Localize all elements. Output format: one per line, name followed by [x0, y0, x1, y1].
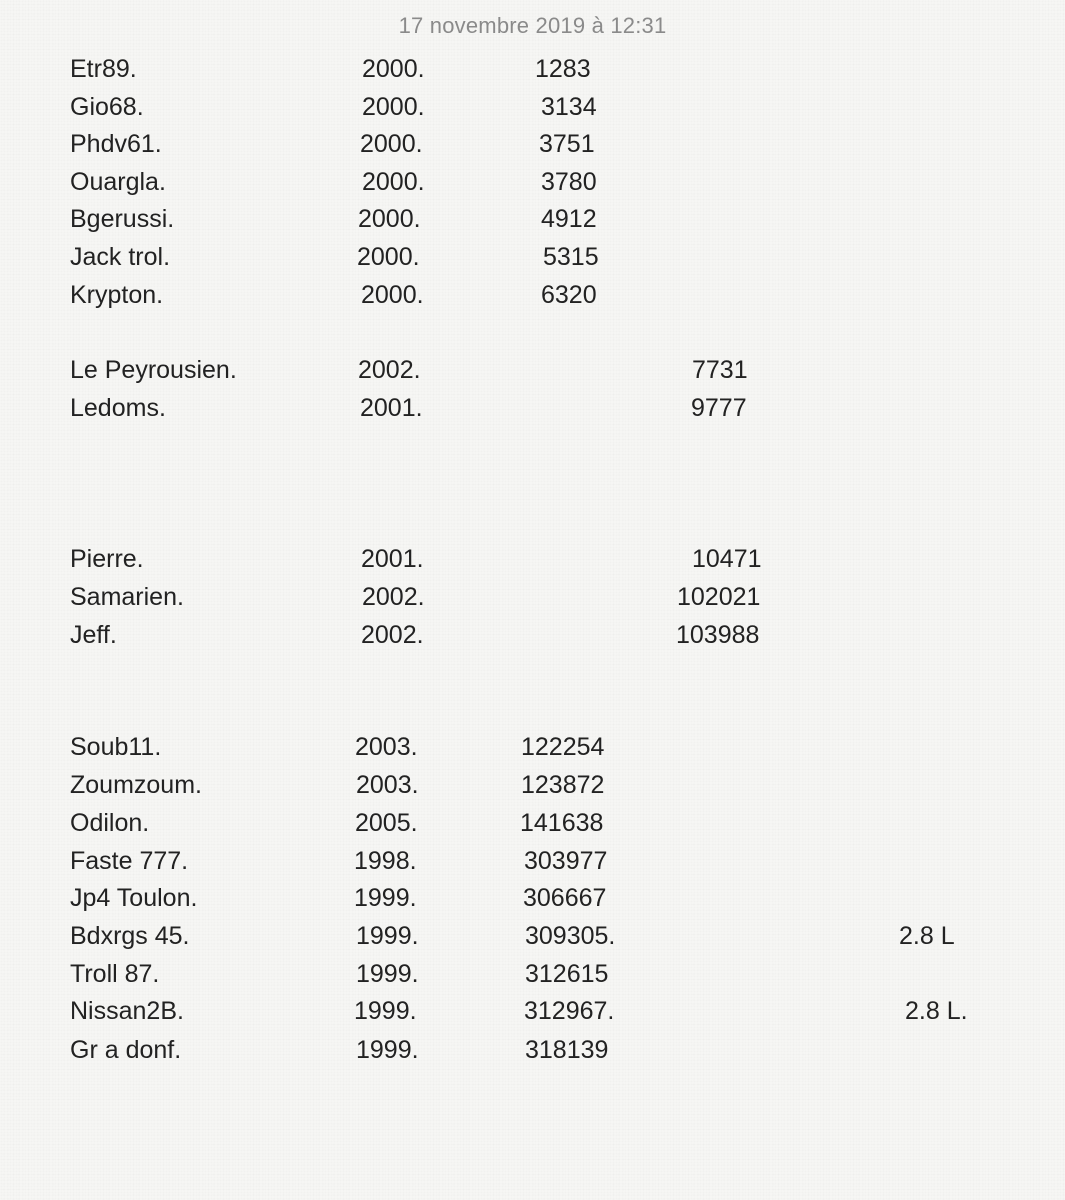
row-year: 1999.	[356, 960, 419, 988]
note-row	[0, 729, 1065, 765]
row-year: 2000.	[362, 93, 425, 121]
row-year: 1999.	[356, 1036, 419, 1064]
note-row	[0, 51, 1065, 87]
row-name: Jp4 Toulon.	[70, 884, 198, 912]
note-row	[0, 1032, 1065, 1068]
row-value: 123872	[521, 771, 605, 799]
row-value: 7731	[692, 356, 748, 384]
row-year: 2003.	[356, 771, 419, 799]
row-year: 2002.	[358, 356, 421, 384]
row-value: 6320	[541, 281, 597, 309]
row-value: 318139	[525, 1036, 609, 1064]
row-year: 2002.	[362, 583, 425, 611]
note-row	[0, 956, 1065, 992]
row-year: 2001.	[360, 394, 423, 422]
row-name: Troll 87.	[70, 960, 160, 988]
note-row	[0, 880, 1065, 916]
row-value: 1283	[535, 55, 591, 83]
row-value: 9777	[691, 394, 747, 422]
row-year: 2000.	[357, 243, 420, 271]
row-name: Jack trol.	[70, 243, 171, 271]
row-name: Nissan2B.	[70, 997, 184, 1025]
note-row	[0, 843, 1065, 879]
note-row	[0, 993, 1065, 1029]
row-name: Pierre.	[70, 545, 144, 573]
note-row	[0, 352, 1065, 388]
note-row	[0, 390, 1065, 426]
row-extra: 2.8 L.	[905, 997, 968, 1025]
row-name: Phdv61.	[70, 130, 162, 158]
row-name: Bgerussi.	[70, 205, 175, 233]
row-year: 2000.	[358, 205, 421, 233]
note-row	[0, 767, 1065, 803]
row-year: 1999.	[354, 997, 417, 1025]
note-row	[0, 617, 1065, 653]
row-value: 309305.	[525, 922, 616, 950]
row-name: Samarien.	[70, 583, 184, 611]
row-year: 2000.	[362, 55, 425, 83]
row-value: 303977	[524, 847, 608, 875]
row-name: Etr89.	[70, 55, 137, 83]
row-value: 103988	[676, 621, 760, 649]
row-name: Jeff.	[70, 621, 117, 649]
row-value: 306667	[523, 884, 607, 912]
note-row	[0, 277, 1065, 313]
row-name: Ledoms.	[70, 394, 166, 422]
row-name: Odilon.	[70, 809, 150, 837]
row-value: 3134	[541, 93, 597, 121]
row-value: 141638	[520, 809, 604, 837]
note-row	[0, 541, 1065, 577]
row-name: Ouargla.	[70, 168, 166, 196]
row-value: 3780	[541, 168, 597, 196]
row-year: 1998.	[354, 847, 417, 875]
note-row	[0, 164, 1065, 200]
row-year: 2000.	[361, 281, 424, 309]
row-year: 2003.	[355, 733, 418, 761]
row-name: Bdxrgs 45.	[70, 922, 190, 950]
row-value: 122254	[521, 733, 605, 761]
note-row	[0, 201, 1065, 237]
note-row	[0, 126, 1065, 162]
note-row	[0, 89, 1065, 125]
row-name: Gr a donf.	[70, 1036, 182, 1064]
note-row	[0, 918, 1065, 954]
row-name: Gio68.	[70, 93, 144, 121]
note-row	[0, 579, 1065, 615]
row-value: 4912	[541, 205, 597, 233]
note-timestamp: 17 novembre 2019 à 12:31	[398, 13, 667, 38]
row-year: 1999.	[354, 884, 417, 912]
row-name: Le Peyrousien.	[70, 356, 237, 384]
note-row	[0, 805, 1065, 841]
row-value: 312967.	[524, 997, 615, 1025]
row-year: 2001.	[361, 545, 424, 573]
note-row	[0, 239, 1065, 275]
row-name: Soub11.	[70, 733, 162, 761]
row-name: Krypton.	[70, 281, 164, 309]
row-value: 5315	[543, 243, 599, 271]
row-name: Faste 777.	[70, 847, 189, 875]
row-year: 2005.	[355, 809, 418, 837]
row-value: 312615	[525, 960, 609, 988]
row-value: 3751	[539, 130, 595, 158]
row-year: 2000.	[362, 168, 425, 196]
row-name: Zoumzoum.	[70, 771, 202, 799]
row-value: 102021	[677, 583, 761, 611]
row-extra: 2.8 L	[899, 922, 955, 950]
row-year: 2000.	[360, 130, 423, 158]
row-year: 2002.	[361, 621, 424, 649]
row-value: 10471	[692, 545, 762, 573]
row-year: 1999.	[356, 922, 419, 950]
